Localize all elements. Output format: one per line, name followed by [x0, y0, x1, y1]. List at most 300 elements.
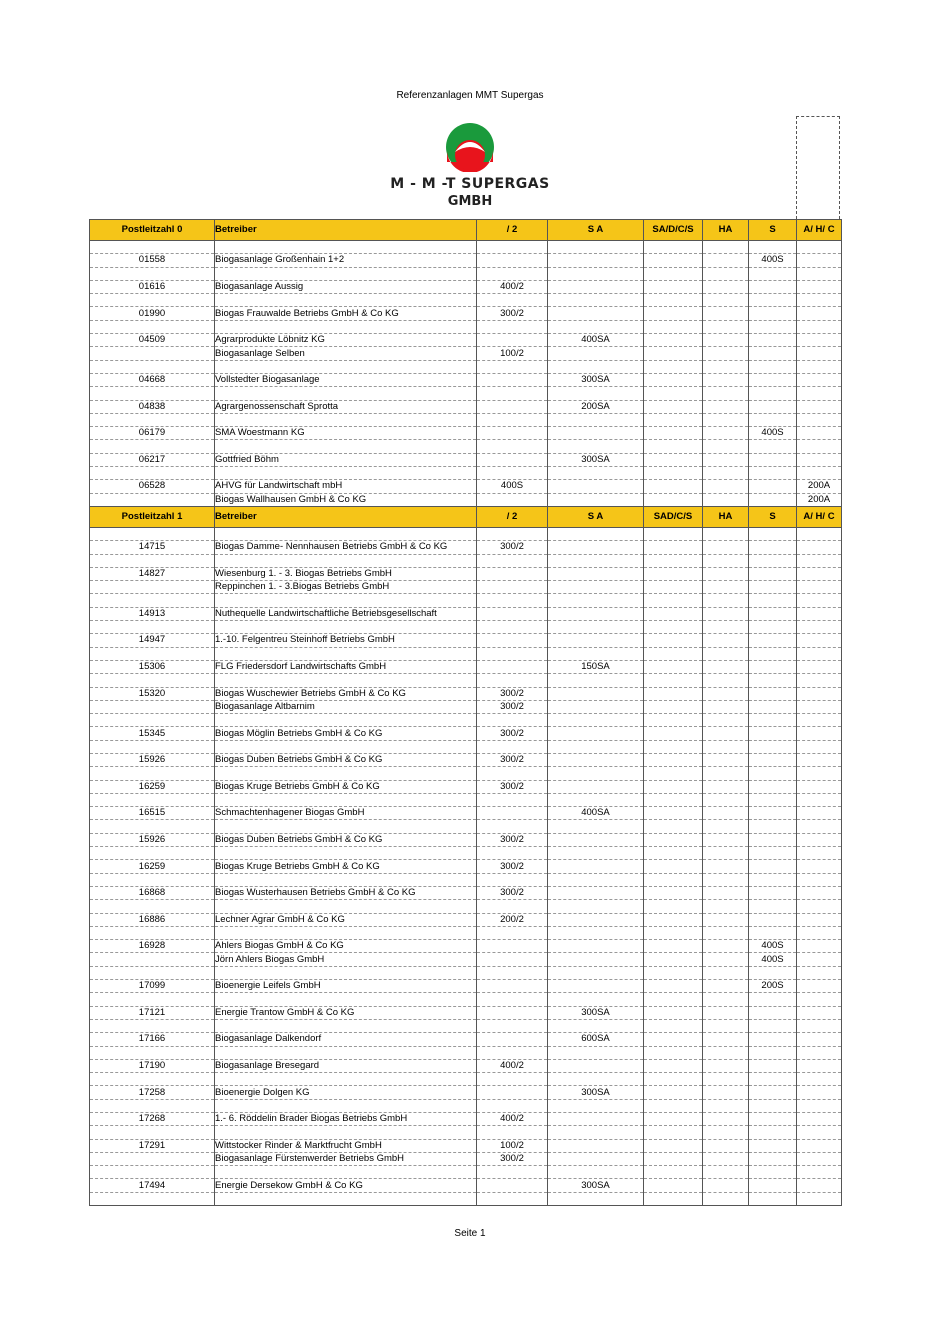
- cell-col-ahc: [797, 1179, 842, 1192]
- cell-operator: [215, 440, 477, 453]
- cell-col-s: [749, 793, 797, 806]
- cell-col-sa: [548, 241, 644, 254]
- cell-col-2: 400/2: [477, 1059, 548, 1072]
- spacer-row: [90, 1166, 842, 1179]
- cell-col-ahc: [797, 1073, 842, 1086]
- cell-col-sadcs: [644, 493, 703, 506]
- cell-col-sa: [548, 700, 644, 713]
- spacer-row: [90, 241, 842, 254]
- cell-col-s: [749, 1099, 797, 1112]
- cell-postcode: [90, 966, 215, 979]
- cell-col-2: [477, 926, 548, 939]
- cell-postcode: 17190: [90, 1059, 215, 1072]
- cell-operator: FLG Friedersdorf Landwirtschafts GmbH: [215, 660, 477, 673]
- cell-col-2: [477, 674, 548, 687]
- cell-col-sadcs: [644, 307, 703, 320]
- cell-col-ahc: [797, 621, 842, 634]
- cell-col-sa: 300SA: [548, 453, 644, 466]
- cell-col-s: 200S: [749, 980, 797, 993]
- cell-col-ahc: [797, 567, 842, 580]
- cell-operator: [215, 793, 477, 806]
- cell-col-ha: [703, 334, 749, 347]
- cell-col-2: [477, 1046, 548, 1059]
- cell-operator: [215, 294, 477, 307]
- cell-col-ha: [703, 241, 749, 254]
- cell-postcode: 14947: [90, 634, 215, 647]
- cell-operator: [215, 594, 477, 607]
- cell-col-ha: [703, 280, 749, 293]
- cell-col-ha: [703, 900, 749, 913]
- cell-postcode: 16886: [90, 913, 215, 926]
- cell-col-s: [749, 1192, 797, 1205]
- cell-postcode: 16868: [90, 886, 215, 899]
- cell-col-sa: [548, 980, 644, 993]
- cell-col-s: [749, 700, 797, 713]
- table-header-row: [90, 220, 842, 241]
- cell-operator: [215, 1073, 477, 1086]
- cell-col-ahc: [797, 953, 842, 966]
- cell-col-ha: [703, 480, 749, 493]
- cell-col-sadcs: [644, 780, 703, 793]
- cell-col-sadcs: [644, 280, 703, 293]
- cell-col-2: [477, 980, 548, 993]
- cell-operator: Biogas Kruge Betriebs GmbH & Co KG: [215, 860, 477, 873]
- cell-col-ha: [703, 387, 749, 400]
- cell-col-sa: [548, 254, 644, 267]
- cell-col-s: [749, 294, 797, 307]
- cell-col-s: [749, 527, 797, 540]
- cell-col-ha: [703, 833, 749, 846]
- header-cell-col-sadcs: SA/D/C/S: [644, 220, 703, 241]
- cell-col-sa: [548, 594, 644, 607]
- cell-col-ha: [703, 913, 749, 926]
- cell-postcode: [90, 926, 215, 939]
- cell-col-ahc: [797, 427, 842, 440]
- cell-postcode: [90, 740, 215, 753]
- cell-operator: Biogas Damme- Nennhausen Betriebs GmbH & Co KG: [215, 541, 477, 554]
- cell-operator: [215, 387, 477, 400]
- spacer-row: [90, 320, 842, 333]
- cell-col-ha: [703, 953, 749, 966]
- cell-col-s: [749, 400, 797, 413]
- table-row: [90, 541, 842, 554]
- cell-col-sa: 400SA: [548, 334, 644, 347]
- cell-col-ha: [703, 1059, 749, 1072]
- cell-col-s: [749, 833, 797, 846]
- cell-postcode: 17268: [90, 1113, 215, 1126]
- cell-col-s: [749, 727, 797, 740]
- cell-postcode: 17166: [90, 1033, 215, 1046]
- cell-operator: Biogasanlage Aussig: [215, 280, 477, 293]
- table-row: [90, 307, 842, 320]
- cell-col-ha: [703, 634, 749, 647]
- cell-col-s: [749, 493, 797, 506]
- cell-col-ahc: [797, 1059, 842, 1072]
- header-cell-col-s: S: [749, 506, 797, 527]
- cell-col-ahc: [797, 913, 842, 926]
- cell-col-ha: [703, 400, 749, 413]
- cell-col-ahc: [797, 334, 842, 347]
- cell-col-2: [477, 793, 548, 806]
- cell-col-sa: 600SA: [548, 1033, 644, 1046]
- cell-operator: [215, 320, 477, 333]
- cell-postcode: 06217: [90, 453, 215, 466]
- table-row: [90, 254, 842, 267]
- cell-col-s: [749, 820, 797, 833]
- table-row: [90, 940, 842, 953]
- cell-col-2: [477, 594, 548, 607]
- cell-col-s: [749, 581, 797, 594]
- spacer-row: [90, 1192, 842, 1205]
- cell-col-ahc: 200A: [797, 480, 842, 493]
- cell-col-s: [749, 647, 797, 660]
- spacer-row: [90, 1046, 842, 1059]
- cell-col-s: [749, 1179, 797, 1192]
- cell-operator: Vollstedter Biogasanlage: [215, 373, 477, 386]
- cell-col-s: [749, 1019, 797, 1032]
- cell-operator: [215, 900, 477, 913]
- cell-operator: [215, 467, 477, 480]
- cell-col-sa: [548, 267, 644, 280]
- cell-postcode: [90, 294, 215, 307]
- cell-postcode: 01616: [90, 280, 215, 293]
- cell-col-ahc: [797, 807, 842, 820]
- cell-operator: [215, 1166, 477, 1179]
- table-row: [90, 886, 842, 899]
- cell-col-s: [749, 900, 797, 913]
- cell-col-2: 300/2: [477, 780, 548, 793]
- cell-col-sa: [548, 647, 644, 660]
- cell-operator: Biogas Möglin Betriebs GmbH & Co KG: [215, 727, 477, 740]
- header-cell-postcode: Postleitzahl 1: [90, 506, 215, 527]
- cell-col-ha: [703, 1033, 749, 1046]
- cell-col-sadcs: [644, 1179, 703, 1192]
- cell-col-ahc: [797, 541, 842, 554]
- cell-col-s: 400S: [749, 953, 797, 966]
- cell-postcode: 17291: [90, 1139, 215, 1152]
- cell-col-sa: [548, 1166, 644, 1179]
- cell-col-ahc: [797, 940, 842, 953]
- cell-col-2: [477, 1073, 548, 1086]
- cell-postcode: [90, 1099, 215, 1112]
- cell-col-ha: [703, 307, 749, 320]
- table-row: [90, 1139, 842, 1152]
- cell-operator: Biogasanlage Selben: [215, 347, 477, 360]
- cell-postcode: [90, 1126, 215, 1139]
- cell-col-sadcs: [644, 687, 703, 700]
- cell-col-ha: [703, 820, 749, 833]
- cell-col-sadcs: [644, 807, 703, 820]
- cell-col-s: [749, 554, 797, 567]
- table-header-row: [90, 506, 842, 527]
- cell-col-2: [477, 427, 548, 440]
- cell-col-sadcs: [644, 467, 703, 480]
- cell-col-sadcs: [644, 581, 703, 594]
- cell-col-ha: [703, 554, 749, 567]
- cell-col-ha: [703, 1166, 749, 1179]
- cell-col-sa: [548, 873, 644, 886]
- cell-col-sa: [548, 347, 644, 360]
- table-row: [90, 347, 842, 360]
- cell-operator: Biogas Duben Betriebs GmbH & Co KG: [215, 833, 477, 846]
- table-row: [90, 373, 842, 386]
- cell-col-sa: [548, 634, 644, 647]
- cell-operator: Biogas Wallhausen GmbH & Co KG: [215, 493, 477, 506]
- cell-col-ahc: [797, 966, 842, 979]
- cell-postcode: [90, 320, 215, 333]
- cell-col-sadcs: [644, 1059, 703, 1072]
- cell-postcode: 14913: [90, 607, 215, 620]
- cell-postcode: 01990: [90, 307, 215, 320]
- cell-col-s: [749, 241, 797, 254]
- spacer-row: [90, 647, 842, 660]
- cell-col-s: [749, 541, 797, 554]
- cell-col-ha: [703, 714, 749, 727]
- spacer-row: [90, 267, 842, 280]
- cell-col-ahc: [797, 847, 842, 860]
- cell-col-s: [749, 360, 797, 373]
- cell-operator: [215, 1099, 477, 1112]
- cell-col-s: [749, 1059, 797, 1072]
- cell-postcode: 14715: [90, 541, 215, 554]
- cell-col-2: 300/2: [477, 833, 548, 846]
- cell-postcode: [90, 413, 215, 426]
- cell-col-s: [749, 687, 797, 700]
- cell-col-sa: [548, 714, 644, 727]
- cell-col-ahc: [797, 360, 842, 373]
- cell-col-ahc: [797, 1166, 842, 1179]
- reference-table: [89, 219, 842, 1206]
- cell-col-2: [477, 820, 548, 833]
- company-logo: [380, 122, 560, 214]
- cell-col-ahc: [797, 241, 842, 254]
- cell-col-2: 300/2: [477, 860, 548, 873]
- cell-col-ahc: [797, 254, 842, 267]
- cell-col-ha: [703, 647, 749, 660]
- cell-col-s: [749, 307, 797, 320]
- header-cell-col-sadcs: SAD/C/S: [644, 506, 703, 527]
- cell-col-sadcs: [644, 360, 703, 373]
- cell-col-sadcs: [644, 1033, 703, 1046]
- cell-col-ahc: [797, 453, 842, 466]
- cell-col-s: [749, 387, 797, 400]
- spacer-row: [90, 413, 842, 426]
- cell-col-ha: [703, 674, 749, 687]
- cell-col-ha: [703, 727, 749, 740]
- table-row: [90, 607, 842, 620]
- cell-col-sa: [548, 493, 644, 506]
- table-row: [90, 753, 842, 766]
- cell-col-sadcs: [644, 740, 703, 753]
- cell-col-ahc: [797, 373, 842, 386]
- cell-col-2: [477, 581, 548, 594]
- table-row: [90, 700, 842, 713]
- cell-col-2: [477, 567, 548, 580]
- cell-col-ha: [703, 267, 749, 280]
- cell-col-s: [749, 280, 797, 293]
- cell-col-sa: [548, 767, 644, 780]
- cell-operator: Nuthequelle Landwirtschaftliche Betriebsgesellschaft: [215, 607, 477, 620]
- cell-col-ha: [703, 1086, 749, 1099]
- logo-suffix: GMBH: [447, 194, 493, 209]
- cell-col-ahc: [797, 833, 842, 846]
- cell-postcode: 04838: [90, 400, 215, 413]
- table-row: [90, 727, 842, 740]
- cell-col-sadcs: [644, 926, 703, 939]
- cell-col-s: [749, 1073, 797, 1086]
- cell-postcode: [90, 1192, 215, 1205]
- cell-col-2: [477, 1086, 548, 1099]
- cell-col-2: 300/2: [477, 541, 548, 554]
- cell-col-s: [749, 753, 797, 766]
- cell-col-sa: [548, 953, 644, 966]
- cell-col-sa: 200SA: [548, 400, 644, 413]
- cell-col-sa: [548, 307, 644, 320]
- cell-col-ha: [703, 1046, 749, 1059]
- cell-col-sa: [548, 427, 644, 440]
- cell-col-sadcs: [644, 753, 703, 766]
- cell-col-ahc: [797, 780, 842, 793]
- cell-col-sadcs: [644, 607, 703, 620]
- cell-col-2: [477, 493, 548, 506]
- cell-col-2: [477, 634, 548, 647]
- table-row: [90, 1006, 842, 1019]
- cell-col-2: [477, 660, 548, 673]
- cell-col-ha: [703, 1019, 749, 1032]
- cell-operator: [215, 847, 477, 860]
- cell-col-ahc: [797, 820, 842, 833]
- cell-operator: [215, 820, 477, 833]
- cell-postcode: [90, 900, 215, 913]
- spacer-row: [90, 740, 842, 753]
- cell-postcode: [90, 674, 215, 687]
- cell-operator: Biogasanlage Fürstenwerder Betriebs GmbH: [215, 1152, 477, 1165]
- cell-col-s: [749, 807, 797, 820]
- cell-col-2: [477, 993, 548, 1006]
- table-row: [90, 860, 842, 873]
- cell-col-s: [749, 780, 797, 793]
- cell-col-sa: [548, 1126, 644, 1139]
- cell-col-sa: [548, 1099, 644, 1112]
- cell-col-ahc: [797, 634, 842, 647]
- cell-col-sadcs: [644, 1126, 703, 1139]
- cell-col-ha: [703, 254, 749, 267]
- cell-col-ahc: [797, 1006, 842, 1019]
- cell-col-sadcs: [644, 1099, 703, 1112]
- logo-name: M - M -T SUPERGAS: [390, 176, 550, 192]
- cell-operator: [215, 767, 477, 780]
- cell-col-ha: [703, 1179, 749, 1192]
- table-row: [90, 1113, 842, 1126]
- cell-col-sadcs: [644, 886, 703, 899]
- cell-col-sa: [548, 387, 644, 400]
- cell-operator: [215, 993, 477, 1006]
- cell-col-sa: [548, 993, 644, 1006]
- cell-col-ahc: [797, 1192, 842, 1205]
- cell-col-s: [749, 1046, 797, 1059]
- cell-col-sa: [548, 1046, 644, 1059]
- cell-col-2: [477, 1006, 548, 1019]
- cell-col-ha: [703, 860, 749, 873]
- cell-col-sa: [548, 527, 644, 540]
- cell-col-ha: [703, 660, 749, 673]
- cell-postcode: 16928: [90, 940, 215, 953]
- cell-postcode: [90, 1073, 215, 1086]
- table-row: [90, 1179, 842, 1192]
- cell-col-sa: [548, 541, 644, 554]
- cell-col-sa: [548, 674, 644, 687]
- spacer-row: [90, 793, 842, 806]
- spacer-row: [90, 594, 842, 607]
- cell-col-s: [749, 1006, 797, 1019]
- header-cell-col-2: / 2: [477, 220, 548, 241]
- cell-col-s: [749, 1152, 797, 1165]
- header-cell-col-ahc: A/ H/ C: [797, 220, 842, 241]
- cell-col-ahc: [797, 440, 842, 453]
- cell-col-sadcs: [644, 727, 703, 740]
- cell-postcode: [90, 387, 215, 400]
- cell-col-sa: [548, 440, 644, 453]
- cell-col-ha: [703, 753, 749, 766]
- cell-operator: [215, 267, 477, 280]
- cell-col-ha: [703, 294, 749, 307]
- cell-operator: Biogas Duben Betriebs GmbH & Co KG: [215, 753, 477, 766]
- cell-col-2: [477, 940, 548, 953]
- spacer-row: [90, 360, 842, 373]
- cell-postcode: 17258: [90, 1086, 215, 1099]
- cell-col-sa: [548, 280, 644, 293]
- cell-col-sa: [548, 913, 644, 926]
- cell-col-ha: [703, 940, 749, 953]
- cell-col-s: [749, 873, 797, 886]
- cell-operator: Biogasanlage Dalkendorf: [215, 1033, 477, 1046]
- cell-postcode: 04509: [90, 334, 215, 347]
- cell-operator: Bioenergie Dolgen KG: [215, 1086, 477, 1099]
- header-cell-col-ha: HA: [703, 220, 749, 241]
- cell-col-sa: [548, 607, 644, 620]
- cell-col-ha: [703, 427, 749, 440]
- cell-col-ha: [703, 467, 749, 480]
- cell-col-2: [477, 400, 548, 413]
- cell-col-ahc: [797, 1019, 842, 1032]
- cell-operator: Schmachtenhagener Biogas GmbH: [215, 807, 477, 820]
- cell-postcode: 15345: [90, 727, 215, 740]
- cell-col-sadcs: [644, 413, 703, 426]
- cell-col-sa: [548, 966, 644, 979]
- cell-col-sa: [548, 294, 644, 307]
- cell-col-s: [749, 453, 797, 466]
- cell-col-sa: [548, 413, 644, 426]
- cell-col-sa: [548, 1139, 644, 1152]
- cell-postcode: [90, 527, 215, 540]
- cell-postcode: [90, 621, 215, 634]
- cell-col-ha: [703, 780, 749, 793]
- cell-col-2: 400/2: [477, 280, 548, 293]
- cell-postcode: [90, 440, 215, 453]
- cell-operator: Biogasanlage Altbarnim: [215, 700, 477, 713]
- cell-col-2: 100/2: [477, 1139, 548, 1152]
- cell-col-ha: [703, 1006, 749, 1019]
- cell-col-sadcs: [644, 793, 703, 806]
- cell-col-ha: [703, 687, 749, 700]
- cell-col-ahc: [797, 527, 842, 540]
- cell-col-sadcs: [644, 966, 703, 979]
- cell-operator: Gottfried Böhm: [215, 453, 477, 466]
- cell-col-ahc: [797, 886, 842, 899]
- cell-col-ahc: 200A: [797, 493, 842, 506]
- cell-operator: [215, 926, 477, 939]
- header-cell-operator: Betreiber: [215, 506, 477, 527]
